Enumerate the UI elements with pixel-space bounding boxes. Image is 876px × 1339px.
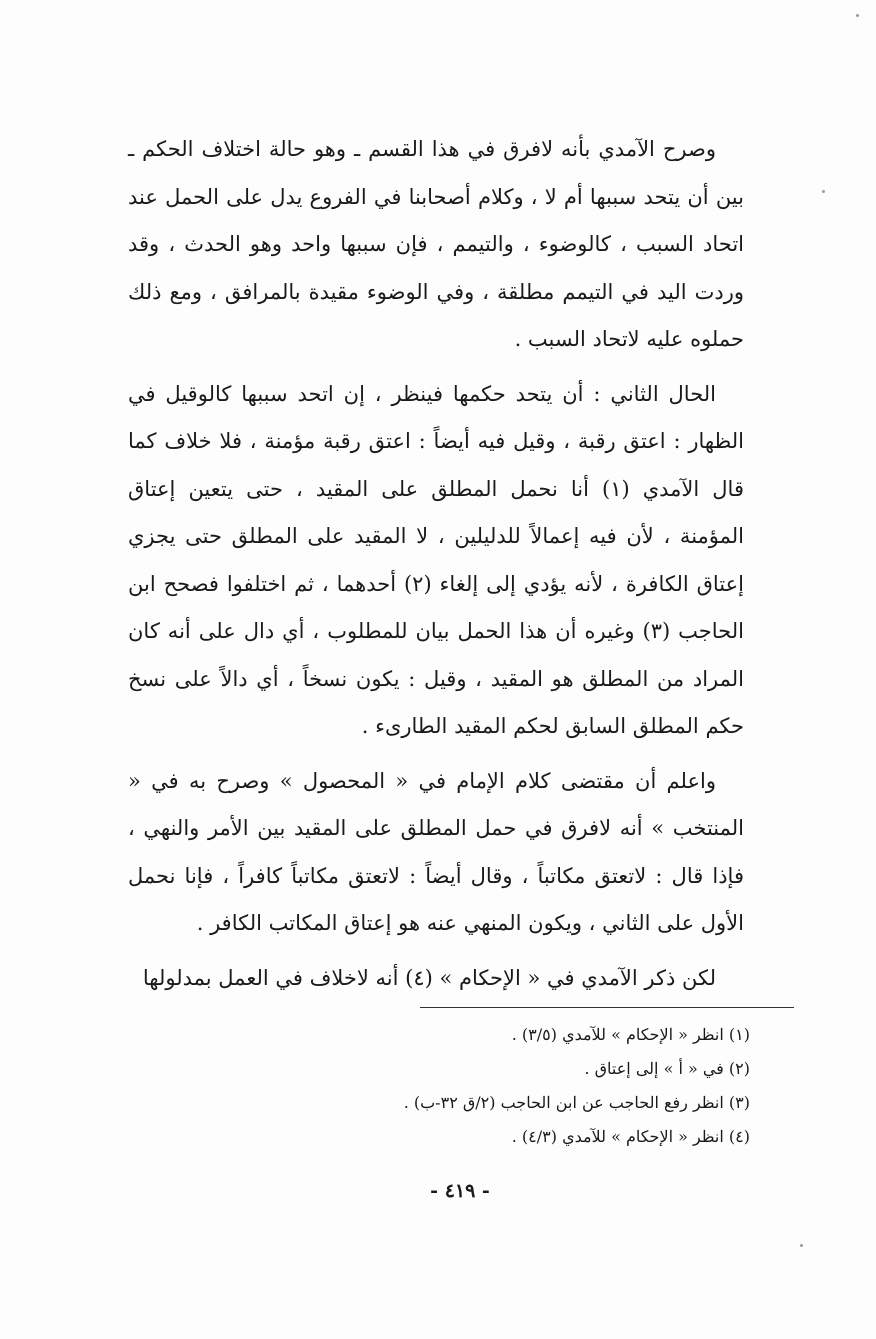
paragraph-3: واعلم أن مقتضى كلام الإمام في « المحصول » وصرح به في « المنتخب » أنه لافرق في حمل المطلق على المقيد بين الأمر والنهي ، فإذا قال : لاتعتق مكاتباً ، وقال أيضاً : لاتعتق مكاتباً كافراً ، فإنا نحمل الأول على الثاني ، ويكون المنهي عنه هو إعتاق المكاتب الكافر . bbox=[128, 768, 744, 935]
page-number: - ٤١٩ - bbox=[430, 1180, 490, 1202]
footnote-3: (٣) انظر رفع الحاجب عن ابن الحاجب (٢/ق ٣٢-ب) . bbox=[403, 1093, 750, 1112]
footnote-divider bbox=[420, 1007, 794, 1008]
scan-speck bbox=[800, 1244, 803, 1247]
scan-speck bbox=[856, 14, 859, 17]
paragraph-2: الحال الثاني : أن يتحد حكمها فينظر ، إن اتحد سببها كالوقيل في الظهار : اعتق رقبة ، وقيل فيه أيضاً : اعتق رقبة مؤمنة ، فلا خلاف كما قال الآمدي (١) أنا نحمل المطلق على المقيد ، حتى يتعين إعتاق المؤمنة ، لأن فيه إعمالاً للدليلين ، لا المقيد على المطلق حتى يجزي إعتاق الكافرة ، لأنه يؤدي إلى إلغاء (٢) أحدهما ، ثم اختلفوا فصحح ابن الحاجب (٣) وغيره أن هذا الحمل بيان للمطلوب ، أي دال على أنه كان المراد من المطلق هو المقيد ، وقيل : يكون نسخاً ، أي دالاً على نسخ حكم المطلق السابق لحكم المقيد الطارىء . bbox=[128, 381, 745, 738]
paragraph-4: لكن ذكر الآمدي في « الإحكام » (٤) أنه لاخلاف في العمل بمدلولها bbox=[142, 965, 716, 990]
footnote-1: (١) انظر « الإحكام » للآمدي (٣/٥) . bbox=[511, 1025, 750, 1044]
paragraph-1: وصرح الآمدي بأنه لافرق في هذا القسم ـ وهو حالة اختلاف الحكم ـ بين أن يتحد سببها أم لا ، وكلام أصحابنا في الفروع يدل على الحمل عند اتحاد السبب ، كالوضوء ، والتيمم ، فإن سببها واحد وهو الحدث ، وقد وردت اليد في التيمم مطلقة ، وفي الوضوء مقيدة بالمرافق ، ومع ذلك حملوه عليه لاتحاد السبب . bbox=[128, 137, 744, 351]
scan-speck bbox=[822, 190, 825, 193]
footnotes bbox=[300, 1018, 750, 1154]
footnote-2: (٢) في « أ » إلى إعتاق . bbox=[584, 1059, 750, 1078]
footnote-4: (٤) انظر « الإحكام » للآمدي (٤/٣) . bbox=[511, 1127, 750, 1146]
main-text bbox=[128, 126, 744, 1002]
